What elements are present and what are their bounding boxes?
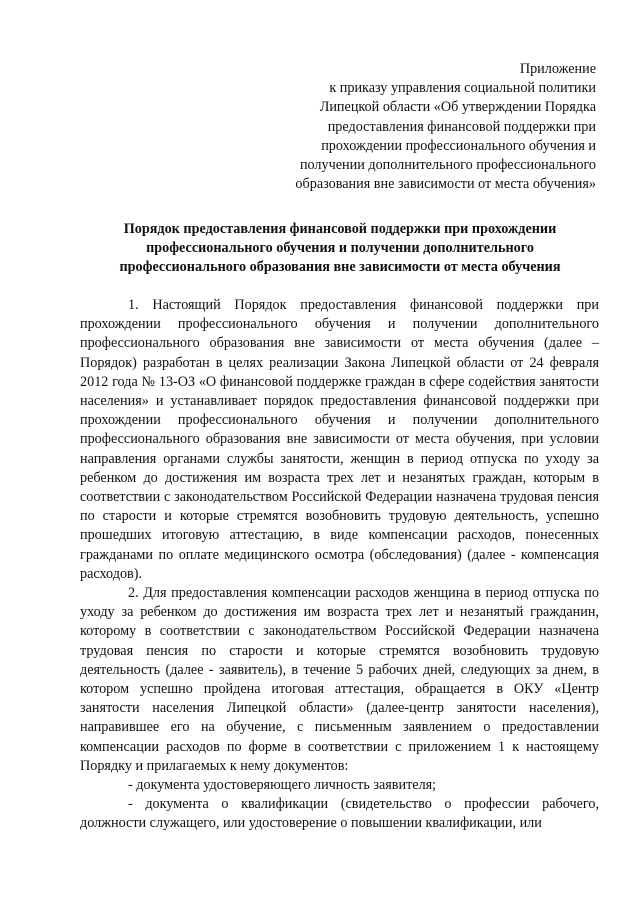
title-line: профессионального обучения и получении дополнительного xyxy=(146,240,534,257)
title-line: Порядок предоставления финансовой поддержки при прохождении xyxy=(123,221,557,237)
document-title xyxy=(80,220,600,278)
appendix-line: прохождении профессионального обучения и xyxy=(321,137,596,154)
title-line: профессионального образования вне зависимости от места обучения xyxy=(119,259,561,276)
appendix-header xyxy=(250,60,596,194)
appendix-line: Приложение xyxy=(519,61,596,77)
paragraph-2: 2. Для предоставления компенсации расходов женщина в период отпуска по уходу за ребенком до достижения им возраста трех лет и незанятый гражданин, которому в соответствии с законодательством Российской Федерации назначена трудовая пенсия по старости и которые стремятся возобновить трудовую деятельность (далее - заявитель), в течение 5 рабочих дней, следующих за днем, в котором успешно пройдена итоговая аттестация, обращается в ОКУ «Центр занятости населения Липецкой области» (далее-центр занятости населения), направившее его на обучение, с письменным заявлением о предоставлении компенсации расходов по форме в соответствии с приложением 1 к настоящему Порядку и прилагаемых к нему документов: xyxy=(80,585,599,774)
appendix-line: предоставления финансовой поддержки при xyxy=(327,118,596,135)
list-item-qualification-document: - документа о квалификации (свидетельство о профессии рабочего, должности служащего, или удостоверение о повышении квалификации, или xyxy=(80,796,599,832)
document-body xyxy=(80,296,599,834)
appendix-line: образования вне зависимости от места обучения» xyxy=(295,176,596,193)
appendix-line: Липецкой области «Об утверждении Порядка xyxy=(319,99,596,116)
appendix-line: получении дополнительного профессионального xyxy=(299,157,596,174)
paragraph-1: 1. Настоящий Порядок предоставления финансовой поддержки при прохождении профессионального обучения и получении дополнительного профессионального образования вне зависимости от места обучения (далее – Порядок) разработан в целях реализации Закона Липецкой области от 24 февраля 2012 года № 13-ОЗ «О финансовой поддержке граждан в сфере содействия занятости населения» и устанавливает порядок предоставления финансовой поддержки при прохождении профессионального обучения и получении дополнительного профессионального образования вне зависимости от места обучения, при условии направления органами службы занятости, женщин в период отпуска по уходу за ребенком до достижения им возраста трех лет и незанятых граждан, которым в соответствии с законодательством Российской Федерации назначена трудовая пенсия по старости и которые стремятся возобновить трудовую деятельность, успешно прошедших итоговую аттестацию, в виде компенсации расходов, понесенных гражданами по оплате медицинского осмотра (обследования) (далее - компенсация расходов). xyxy=(80,297,599,582)
list-item-identity-document: - документа удостоверяющего личность заявителя; xyxy=(128,777,437,794)
appendix-line: к приказу управления социальной политики xyxy=(329,80,596,97)
